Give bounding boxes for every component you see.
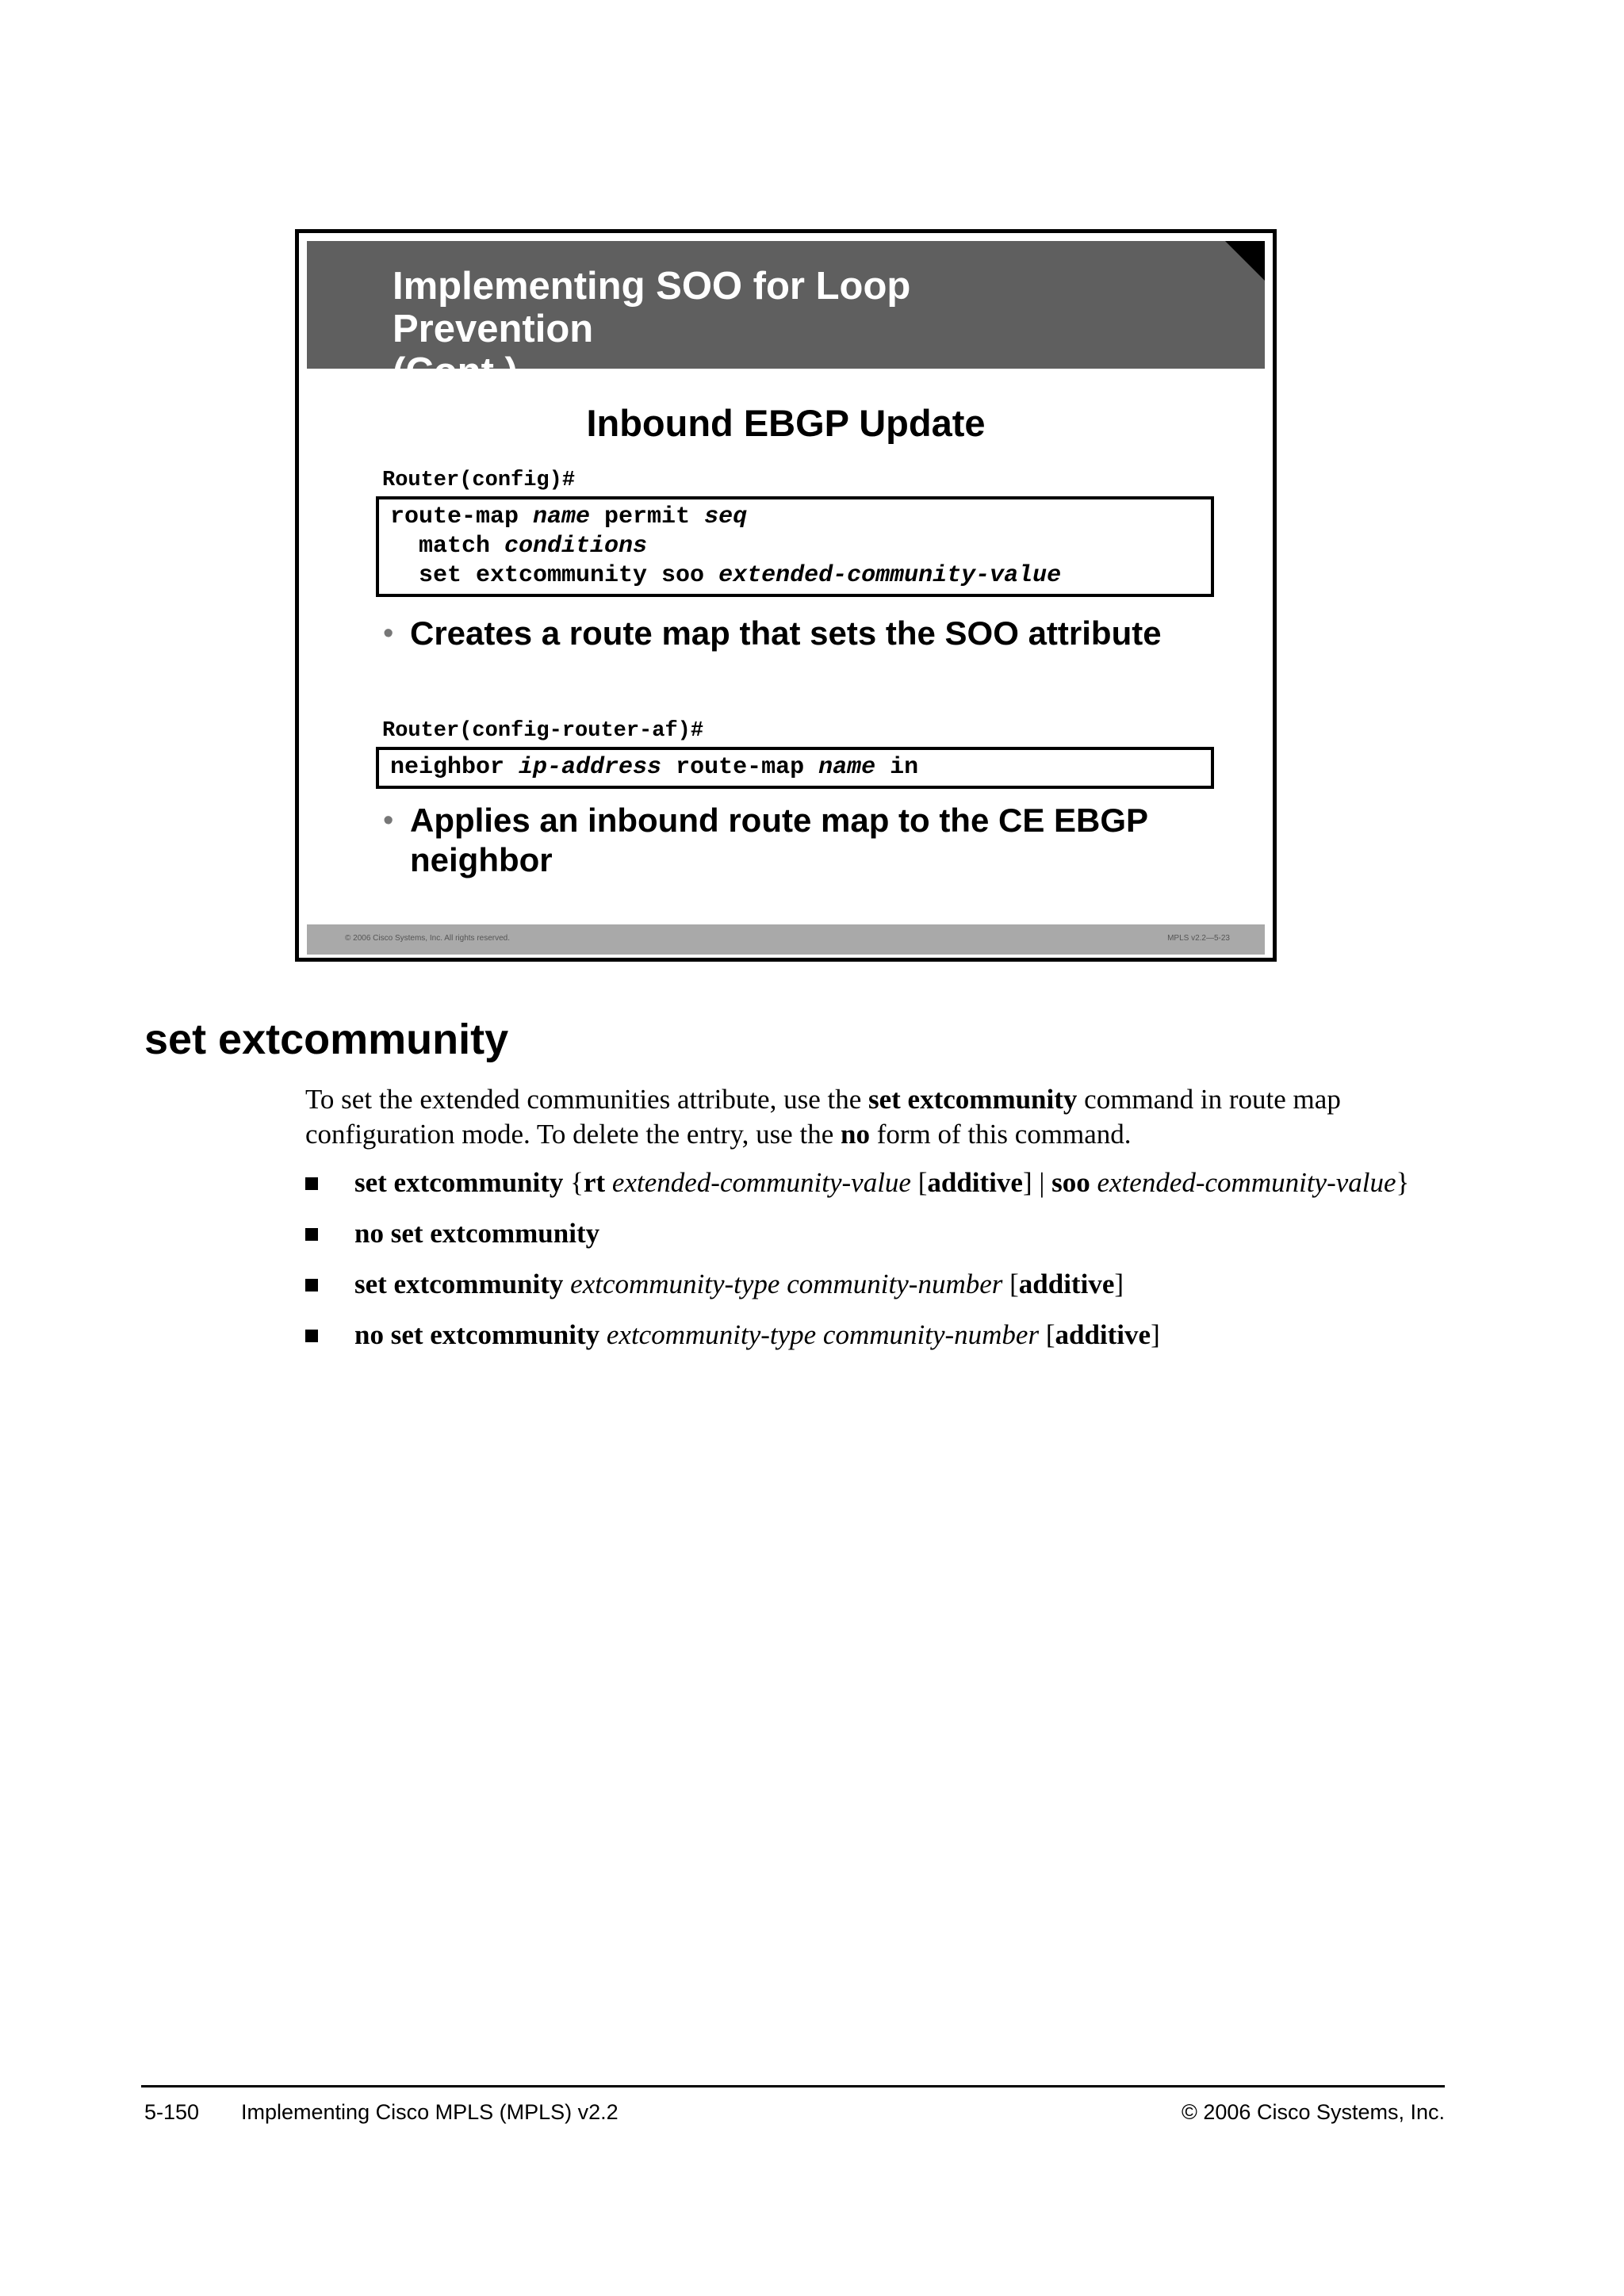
square-bullet-icon	[305, 1279, 318, 1292]
slide-bullet	[383, 614, 1171, 653]
command-name: set extcommunity	[868, 1084, 1078, 1115]
syntax-argument: extended-community-value	[1097, 1167, 1396, 1198]
syntax-argument: extended-community-value	[611, 1167, 911, 1198]
intro-paragraph	[305, 1082, 1431, 1152]
config-prompt: Router(config-router-af)#	[382, 719, 704, 743]
syntax-list	[305, 1165, 1431, 1368]
slide-figure	[295, 229, 1277, 962]
slide-copyright: © 2006 Cisco Systems, Inc. All rights reserved.	[345, 934, 511, 943]
slide-footer-bar	[307, 924, 1265, 955]
syntax-item	[305, 1165, 1431, 1200]
syntax-keyword: set extcommunity	[354, 1269, 564, 1299]
syntax-keyword: no set extcommunity	[354, 1319, 600, 1350]
syntax-text: ]	[1114, 1269, 1124, 1299]
command-argument: conditions	[504, 533, 648, 560]
syntax-text: ] |	[1022, 1167, 1052, 1198]
page-copyright: © 2006 Cisco Systems, Inc.	[1181, 2100, 1445, 2124]
syntax-argument: extcommunity-type community-number	[570, 1269, 1003, 1299]
command-argument: seq	[704, 503, 748, 530]
syntax-keyword: additive	[1018, 1269, 1115, 1299]
slide-title-line2: (Cont.)	[393, 350, 518, 393]
syntax-keyword: soo	[1051, 1167, 1090, 1198]
syntax-item	[305, 1318, 1431, 1353]
command-box-neighbor	[376, 747, 1214, 789]
command-line	[390, 503, 1200, 532]
syntax-item	[305, 1267, 1431, 1302]
syntax-argument: extcommunity-type community-number	[606, 1319, 1040, 1350]
command-name: no	[840, 1119, 870, 1150]
syntax-text	[563, 1269, 570, 1299]
slide-title-line1: Implementing SOO for Loop Prevention	[393, 265, 911, 350]
command-line	[390, 561, 1200, 591]
syntax-keyword: no set extcommunity	[354, 1218, 600, 1249]
course-title: Implementing Cisco MPLS (MPLS) v2.2	[241, 2100, 619, 2124]
command-keyword: route-map	[661, 754, 819, 781]
command-keyword: set extcommunity soo	[419, 562, 719, 589]
slide-title	[393, 265, 1106, 393]
page-number: 5-150	[144, 2100, 200, 2124]
command-keyword: route-map	[390, 503, 534, 530]
syntax-item	[305, 1216, 1431, 1251]
command-line	[390, 532, 1200, 561]
corner-triangle-icon	[1225, 241, 1265, 281]
syntax-text: [	[1039, 1319, 1055, 1350]
slide-bullet-text: Applies an inbound route map to the CE EBGP neighbor	[410, 802, 1148, 878]
bullet-dot-icon: •	[383, 617, 394, 650]
syntax-keyword: additive	[1055, 1319, 1151, 1350]
bullet-dot-icon: •	[383, 804, 394, 837]
text-run: form of this command.	[869, 1119, 1132, 1150]
command-keyword: neighbor	[390, 754, 519, 781]
syntax-text: [	[1002, 1269, 1019, 1299]
text-run: command in route map configuration mode. To delete the entry, use the	[305, 1084, 1341, 1150]
syntax-text	[599, 1319, 607, 1350]
command-box-route-map	[376, 496, 1214, 597]
slide-bullet	[383, 801, 1171, 880]
syntax-keyword: additive	[927, 1167, 1023, 1198]
footer-divider	[141, 2085, 1445, 2087]
syntax-keyword: rt	[583, 1167, 606, 1198]
slide-subtitle: Inbound EBGP Update	[586, 402, 986, 444]
section-heading: set extcommunity	[144, 1016, 509, 1063]
syntax-text: ]	[1151, 1319, 1160, 1350]
command-keyword: match	[419, 533, 505, 560]
square-bullet-icon	[305, 1330, 318, 1342]
syntax-text	[605, 1167, 612, 1198]
slide-header-bar	[307, 241, 1265, 393]
command-argument: extended-community-value	[718, 562, 1062, 589]
command-argument: name	[818, 754, 876, 781]
config-prompt: Router(config)#	[382, 469, 576, 492]
command-line	[390, 753, 1200, 783]
slide-bullet-text: Creates a route map that sets the SOO attribute	[410, 614, 1162, 652]
text-run: To set the extended communities attribute, use the	[305, 1084, 868, 1115]
syntax-text: }	[1396, 1167, 1410, 1198]
command-argument: ip-address	[519, 754, 662, 781]
command-keyword: in	[875, 754, 919, 781]
syntax-text: [	[910, 1167, 928, 1198]
syntax-text: {	[563, 1167, 584, 1198]
command-keyword: permit	[590, 503, 705, 530]
syntax-text	[1090, 1167, 1097, 1198]
syntax-keyword: set extcommunity	[354, 1167, 564, 1198]
command-argument: name	[533, 503, 591, 530]
slide-number: MPLS v2.2—5-23	[1167, 934, 1230, 943]
square-bullet-icon	[305, 1177, 318, 1190]
square-bullet-icon	[305, 1228, 318, 1241]
